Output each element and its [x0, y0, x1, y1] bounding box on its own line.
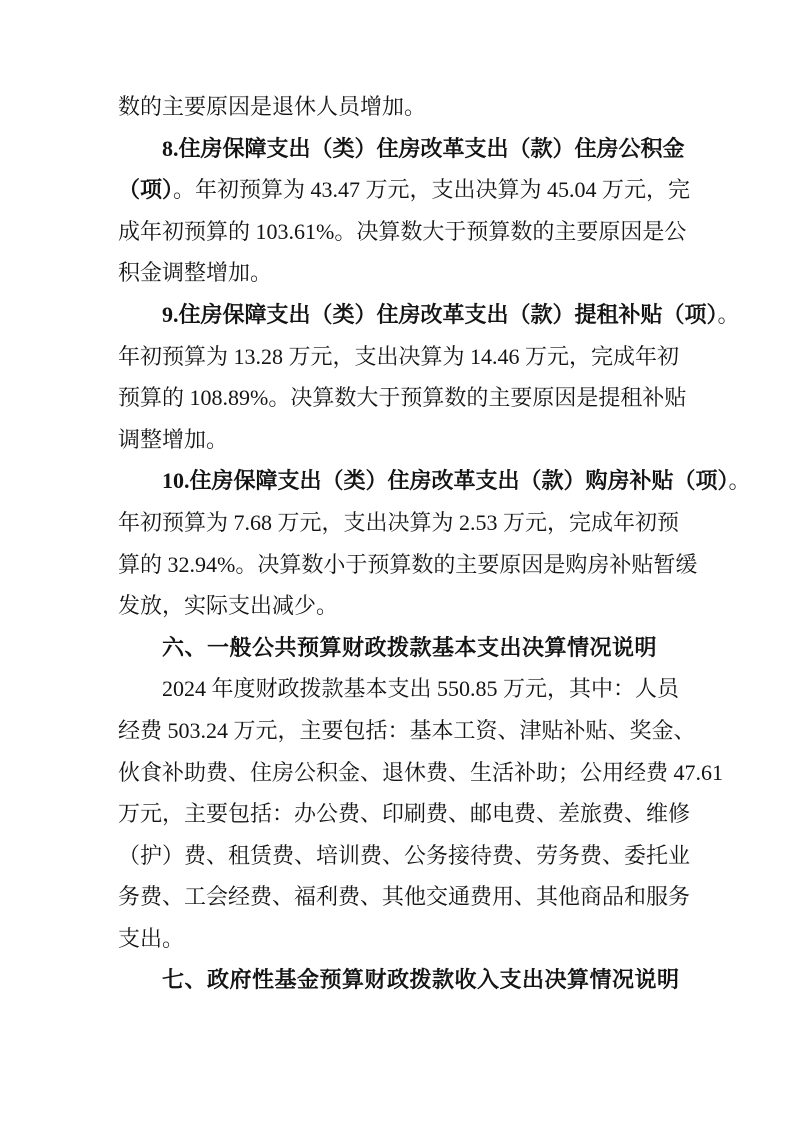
text-line [118, 336, 680, 378]
text-line [118, 793, 691, 835]
text-line [118, 86, 676, 128]
text-line [118, 918, 676, 960]
text-run: 成年初预算的 103.61%。决算数大于预算数的主要原因是公 [118, 218, 687, 244]
text-line [118, 585, 676, 627]
text-run: 支出。 [118, 925, 185, 951]
text-line [118, 668, 680, 710]
bold-text-run: 10.住房保障支出（类）住房改革支出（款）购房补贴（项） [162, 468, 729, 494]
text-line [118, 211, 687, 253]
bold-text-run: 七、政府性基金预算财政拨款收入支出决算情况说明 [162, 967, 680, 993]
text-line [118, 252, 676, 294]
section-heading-line [118, 959, 680, 1001]
text-run: 积金调整增加。 [118, 260, 273, 286]
document-text-block [118, 86, 751, 1001]
text-run: 数的主要原因是退休人员增加。 [118, 94, 427, 119]
text-run: 算的 32.94%。决算数小于预算数的主要原因是购房补贴暂缓 [118, 551, 698, 577]
text-run: 发放，实际支出减少。 [118, 593, 339, 619]
text-line [118, 169, 691, 211]
text-line [118, 876, 691, 918]
text-run: 万元，主要包括：办公费、印刷费、邮电费、差旅费、维修 [118, 801, 691, 827]
section-heading-line [118, 627, 676, 669]
text-run: 。 [728, 468, 751, 494]
text-run: 年初预算为 7.68 万元，支出决算为 2.53 万元，完成年初预 [118, 509, 680, 535]
text-run: 预算的 108.89%。决算数大于预算数的主要原因是提租补贴 [118, 385, 687, 411]
text-line [118, 752, 724, 794]
text-run: 经费 503.24 万元，主要包括：基本工资、津贴补贴、奖金、 [118, 717, 696, 743]
text-run: 。年初预算为 43.47 万元，支出决算为 45.04 万元，完 [173, 177, 691, 203]
text-line [118, 835, 691, 877]
text-run: 务费、工会经费、福利费、其他交通费用、其他商品和服务 [118, 884, 691, 910]
text-line [118, 544, 698, 586]
text-line [118, 419, 676, 461]
text-run: 2024 年度财政拨款基本支出 550.85 万元，其中：人员 [162, 676, 680, 702]
text-run: （护）费、租赁费、培训费、公务接待费、劳务费、委托业 [118, 842, 691, 868]
text-line [118, 377, 687, 419]
text-run: 伙食补助费、住房公积金、退休费、生活补助；公用经费 47.61 [118, 759, 724, 785]
text-run: 。 [717, 301, 740, 327]
bold-text-run: （项） [118, 177, 174, 203]
text-line [118, 128, 685, 170]
bold-text-run: 六、一般公共预算财政拨款基本支出决算情况说明 [162, 634, 658, 660]
text-line [118, 294, 740, 336]
text-run: 年初预算为 13.28 万元，支出决算为 14.46 万元，完成年初 [118, 343, 680, 369]
bold-text-run: 8.住房保障支出（类）住房改革支出（款）住房公积金 [162, 135, 685, 161]
text-line [118, 460, 751, 502]
bold-text-run: 9.住房保障支出（类）住房改革支出（款）提租补贴（项） [162, 301, 718, 327]
text-line [118, 710, 696, 752]
text-run: 调整增加。 [118, 426, 229, 452]
text-line [118, 502, 680, 544]
